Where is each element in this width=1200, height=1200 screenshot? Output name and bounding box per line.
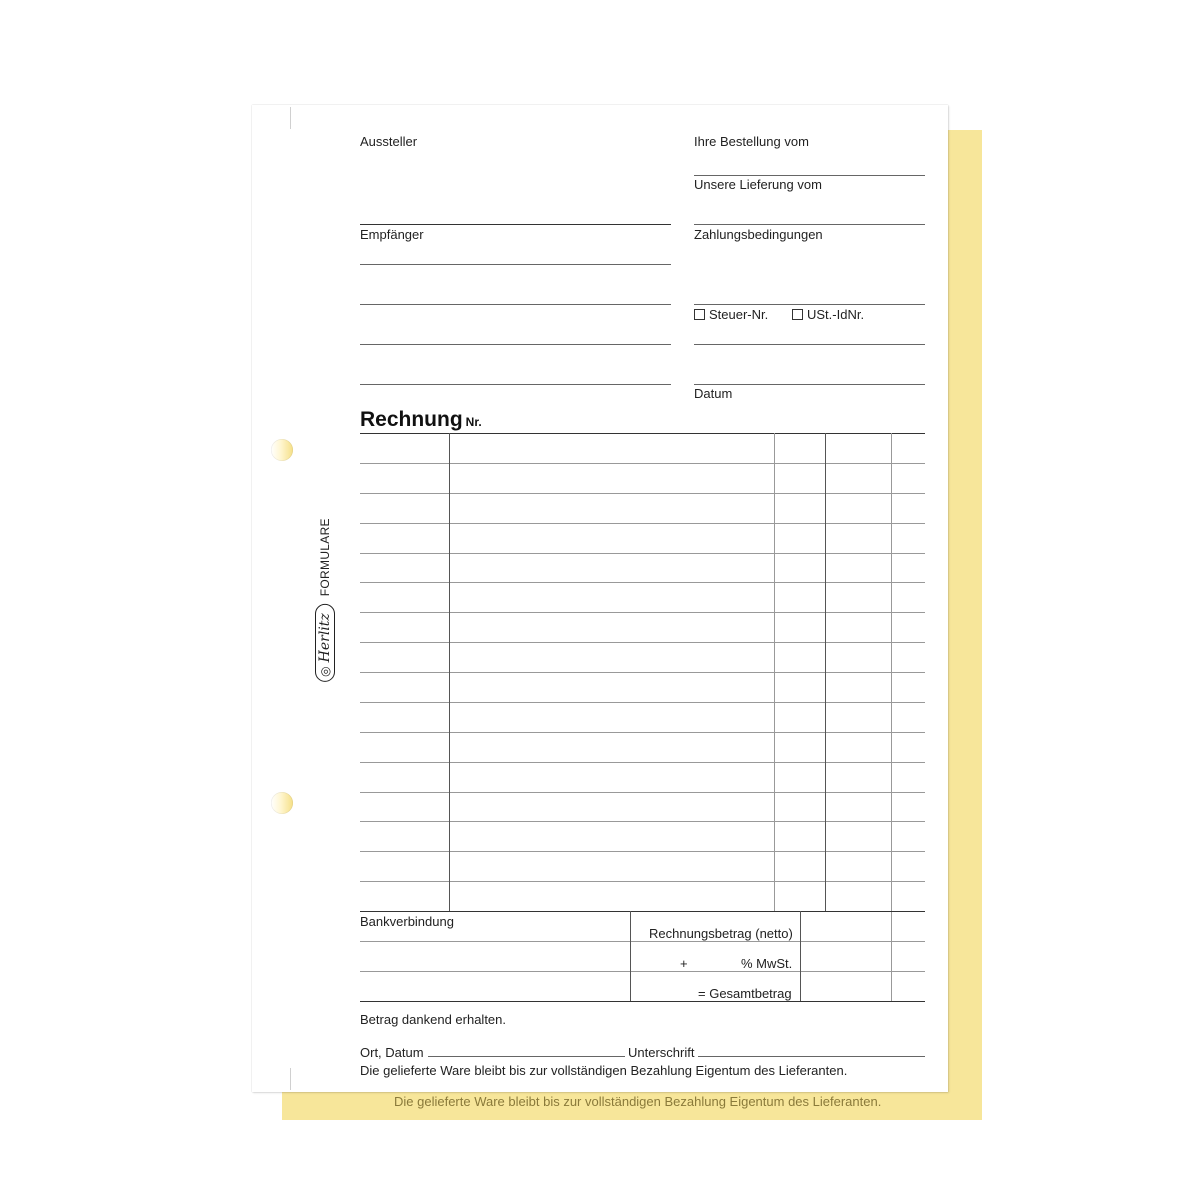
net-amount-label: Rechnungsbetrag (netto): [649, 926, 793, 941]
column-divider-quantity: [774, 433, 775, 911]
item-table-row[interactable]: [360, 642, 925, 643]
item-table-top-border: [360, 433, 925, 434]
recipient-line[interactable]: [360, 264, 671, 265]
item-table-row[interactable]: [360, 672, 925, 673]
payment-terms-label: Zahlungsbedingungen: [694, 227, 823, 242]
item-table-row[interactable]: [360, 523, 925, 524]
brand-logo-text: Herlitz: [317, 613, 333, 663]
item-table-row[interactable]: [360, 463, 925, 464]
invoice-number-label: Nr.: [465, 415, 482, 429]
item-table-row[interactable]: [360, 821, 925, 822]
item-table-row[interactable]: [360, 493, 925, 494]
vat-id-label: USt.-IdNr.: [807, 307, 865, 322]
column-divider-position: [449, 433, 450, 911]
tax-number-checkbox[interactable]: [694, 309, 705, 320]
retention-notice: Die gelieferte Ware bleibt bis zur vollständigen Bezahlung Eigentum des Lieferanten.: [360, 1063, 848, 1078]
signature-label: Unterschrift: [628, 1045, 695, 1060]
brand-product-line: FORMULARE: [318, 518, 332, 597]
place-date-label: Ort, Datum: [360, 1045, 424, 1060]
delivery-date-line[interactable]: [694, 224, 925, 225]
issuer-label: Aussteller: [360, 134, 418, 149]
column-divider-unit-price: [825, 433, 826, 911]
totals-divider-right: [800, 911, 801, 1001]
vat-plus-sign: +: [680, 956, 688, 971]
received-note: Betrag dankend erhalten.: [360, 1012, 506, 1027]
signature-line[interactable]: [698, 1056, 925, 1057]
invoice-sheet: [252, 105, 948, 1092]
item-table-row[interactable]: [360, 732, 925, 733]
payment-terms-line[interactable]: [694, 304, 925, 305]
date-line[interactable]: [694, 384, 925, 385]
item-table-row[interactable]: [360, 851, 925, 852]
column-divider-cents: [891, 433, 892, 1001]
totals-bottom-border: [360, 1001, 925, 1002]
order-date-label: Ihre Bestellung vom: [694, 134, 809, 149]
vat-id-option[interactable]: [792, 307, 864, 322]
recipient-line[interactable]: [360, 384, 671, 385]
item-table-row[interactable]: [360, 612, 925, 613]
tax-number-option[interactable]: [694, 307, 768, 322]
item-table-row[interactable]: [360, 792, 925, 793]
herlitz-logo: [315, 604, 335, 682]
tax-number-label: Steuer-Nr.: [709, 307, 769, 322]
item-table-row[interactable]: [360, 702, 925, 703]
perforation-top: [290, 107, 291, 129]
vat-id-checkbox[interactable]: [792, 309, 803, 320]
total-amount-label: = Gesamtbetrag: [698, 986, 792, 1001]
tax-id-line[interactable]: [694, 344, 925, 345]
punch-hole-bottom: [271, 792, 293, 814]
date-label: Datum: [694, 386, 733, 401]
totals-row-line[interactable]: [360, 971, 925, 972]
delivery-date-label: Unsere Lieferung vom: [694, 177, 822, 192]
recipient-label: Empfänger: [360, 227, 424, 242]
issuer-field-line[interactable]: [360, 224, 671, 225]
recipient-line[interactable]: [360, 304, 671, 305]
item-table-row[interactable]: [360, 881, 925, 882]
place-date-line[interactable]: [428, 1056, 625, 1057]
perforation-bottom: [290, 1068, 291, 1090]
item-table-bottom-border: [360, 911, 925, 912]
item-table-row[interactable]: [360, 762, 925, 763]
totals-row-line[interactable]: [360, 941, 925, 942]
totals-divider-left: [630, 911, 631, 1001]
copy-retention-notice: Die gelieferte Ware bleibt bis zur vollständigen Bezahlung Eigentum des Lieferanten.: [394, 1094, 882, 1109]
vat-label: % MwSt.: [741, 956, 793, 971]
item-table-row[interactable]: [360, 582, 925, 583]
recipient-line[interactable]: [360, 344, 671, 345]
item-table-row[interactable]: [360, 553, 925, 554]
invoice-title-text: Rechnung: [360, 408, 463, 431]
invoice-title: [360, 408, 482, 432]
order-date-line[interactable]: [694, 175, 925, 176]
punch-hole-top: [271, 439, 293, 461]
swirl-icon: ◎: [318, 666, 332, 677]
bank-details-label: Bankverbindung: [360, 914, 454, 929]
